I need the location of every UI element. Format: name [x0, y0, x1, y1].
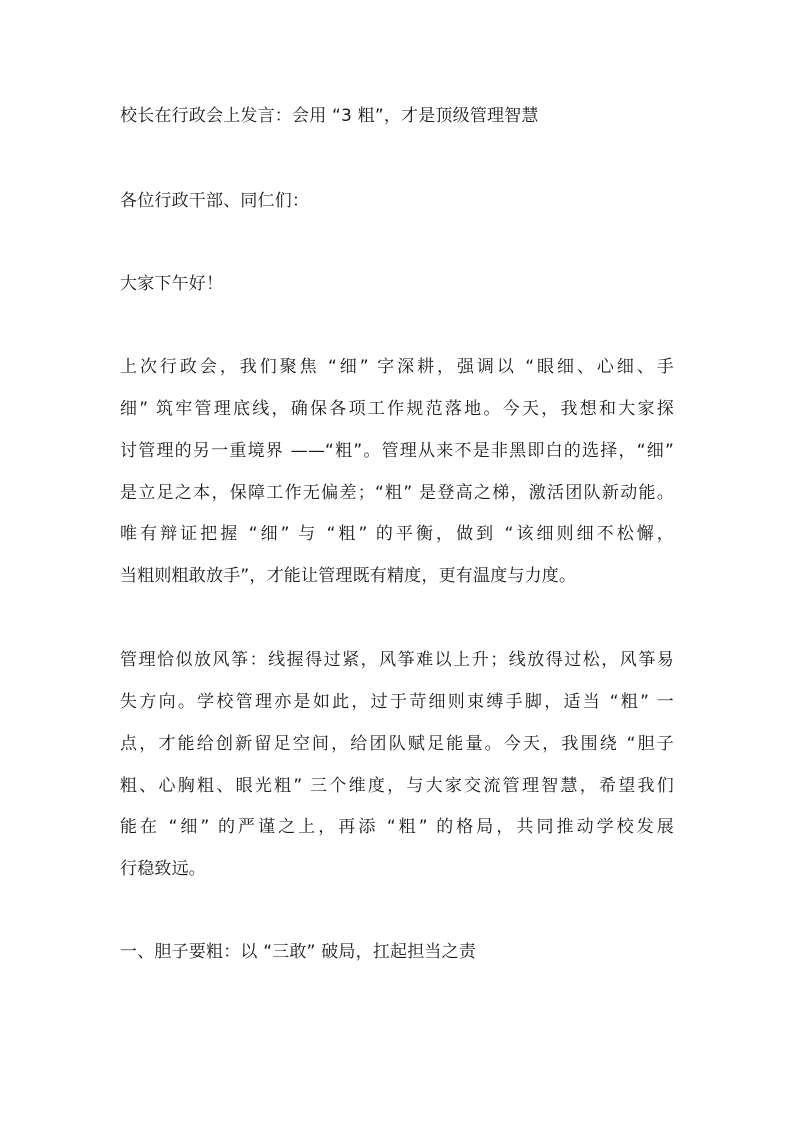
paragraph-line: 粗、心胸粗、眼光粗” 三个维度，与大家交流管理智慧，希望我们 [120, 776, 674, 796]
paragraph-line: 行稳致远。 [120, 859, 206, 879]
paragraph-line: 点，才能给创新留足空间，给团队赋足能量。今天，我围绕 “胆子 [120, 734, 674, 754]
paragraph-line: 当粗则粗敢放手”，才能让管理既有精度，更有温度与力度。 [120, 566, 577, 586]
document-title: 校长在行政会上发言：会用 “3 粗”，才是顶级管理智慧 [120, 106, 539, 126]
paragraph-line: 能在 “细” 的严谨之上，再添 “粗” 的格局，共同推动学校发展 [120, 817, 674, 837]
paragraph-line: 细” 筑牢管理底线，确保各项工作规范落地。今天，我想和大家探 [120, 399, 674, 419]
section-heading: 一、胆子要粗：以 “三敢” 破局，扛起担当之责 [120, 942, 477, 962]
salutation: 各位行政干部、同仁们： [120, 191, 310, 211]
greeting: 大家下午好！ [120, 274, 224, 294]
paragraph-line: 上次行政会，我们聚焦 “细” 字深耕，强调以 “眼细、心细、手 [120, 357, 674, 377]
paragraph-line: 是立足之本，保障工作无偏差；“粗” 是登高之梯，激活团队新动能。 [120, 483, 674, 503]
paragraph-line: 失方向。学校管理亦是如此，过于苛细则束缚手脚，适当 “粗” 一 [120, 692, 674, 712]
paragraph-line: 唯有辩证把握 “细” 与 “粗” 的平衡，做到 “该细则细不松懈， [120, 524, 674, 544]
paragraph-line: 管理恰似放风筝：线握得过紧，风筝难以上升；线放得过松，风筝易 [120, 650, 674, 670]
paragraph-line: 讨管理的另一重境界 ——“粗”。管理从来不是非黑即白的选择，“细” [120, 441, 674, 461]
